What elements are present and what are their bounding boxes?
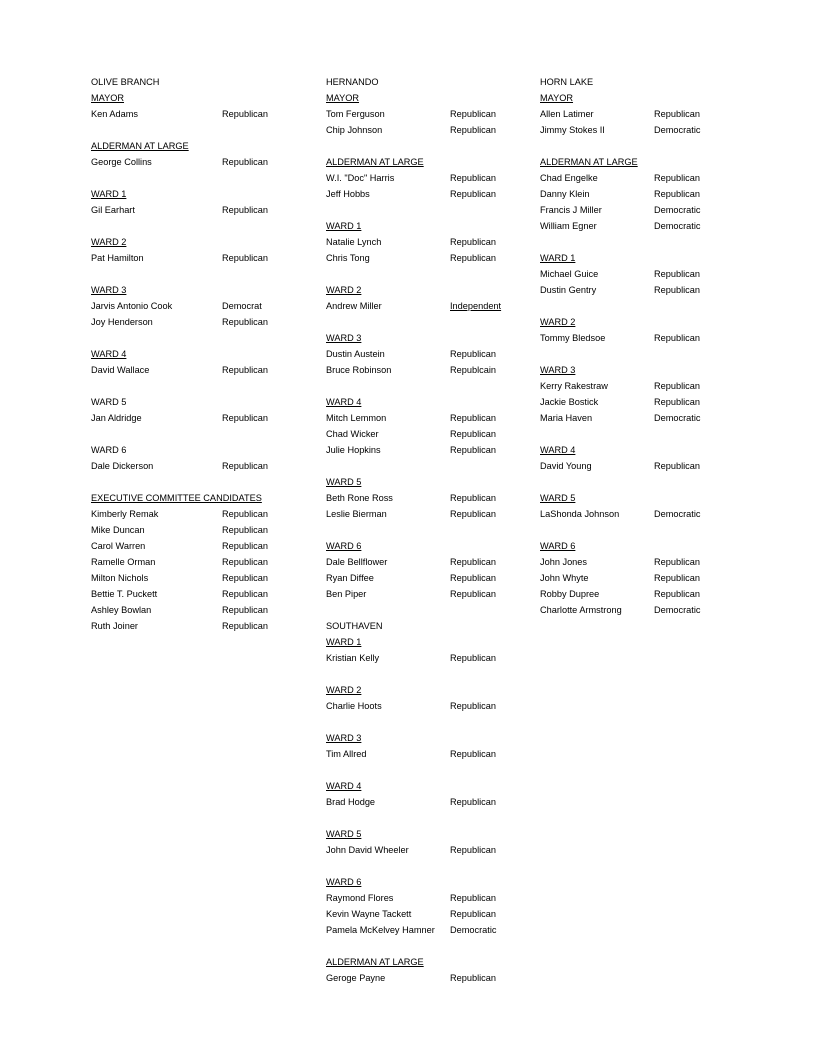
heading-text: WARD 1 <box>326 637 362 647</box>
spacer <box>91 426 262 442</box>
candidate-name: LaShonda Johnson <box>540 509 620 519</box>
candidate-row <box>91 298 262 314</box>
candidate-party: Republican <box>654 189 700 199</box>
candidate-name: Jackie Bostick <box>540 397 599 407</box>
heading-text: WARD 1 <box>540 253 576 263</box>
heading-text: MAYOR <box>326 93 360 103</box>
spacer <box>326 858 435 874</box>
candidate-name: Ryan Diffee <box>326 573 374 583</box>
section-heading <box>91 138 262 154</box>
heading-text: WARD 2 <box>91 237 127 247</box>
spacer <box>326 714 435 730</box>
column-horn-lake <box>540 74 701 618</box>
candidate-party: Republican <box>450 845 496 855</box>
candidate-name: Mike Duncan <box>91 525 145 535</box>
candidate-row <box>91 362 268 378</box>
candidate-row <box>91 554 268 570</box>
heading-text: WARD 5 <box>326 829 362 839</box>
candidate-row <box>540 106 700 122</box>
candidate-name: Dale Bellflower <box>326 557 388 567</box>
candidate-party: Republican <box>450 253 496 263</box>
candidate-name: George Collins <box>91 157 152 167</box>
candidate-party: Democratic <box>654 605 701 615</box>
candidate-name: Geroge Payne <box>326 973 386 983</box>
candidate-name: Pamela McKelvey Hamner <box>326 925 435 935</box>
spacer <box>91 330 262 346</box>
section-heading <box>91 186 262 202</box>
candidate-party: Democratic <box>654 125 701 135</box>
candidate-row <box>540 218 701 234</box>
candidate-name: Ruth Joiner <box>91 621 138 631</box>
candidate-row <box>326 970 496 986</box>
section-heading <box>91 394 262 410</box>
candidate-row <box>540 170 700 186</box>
section-heading <box>540 314 638 330</box>
candidate-name: Michael Guice <box>540 269 599 279</box>
candidate-party: Republican <box>654 381 700 391</box>
section-heading <box>540 362 638 378</box>
candidate-row <box>326 106 496 122</box>
candidate-row <box>326 410 496 426</box>
candidate-row <box>326 122 496 138</box>
heading-text: WARD 5 <box>540 493 576 503</box>
candidate-row <box>91 314 268 330</box>
candidate-party: Republican <box>450 589 496 599</box>
candidate-row <box>91 570 268 586</box>
candidate-row <box>540 186 700 202</box>
spacer <box>326 314 435 330</box>
section-heading <box>326 730 435 746</box>
spacer <box>540 474 638 490</box>
section-heading <box>326 282 435 298</box>
candidate-party: Republican <box>654 573 700 583</box>
section-heading <box>91 442 262 458</box>
section-heading <box>326 218 435 234</box>
candidate-party: Republican <box>222 541 268 551</box>
heading-text: WARD 3 <box>326 333 362 343</box>
candidate-row <box>326 234 496 250</box>
candidate-row <box>540 266 700 282</box>
candidate-row <box>326 794 496 810</box>
candidate-row <box>91 410 268 426</box>
candidate-name: Andrew Miller <box>326 301 382 311</box>
candidate-name: Chip Johnson <box>326 125 383 135</box>
candidate-party: Republican <box>222 109 268 119</box>
candidate-row <box>326 890 496 906</box>
candidate-name: Kristian Kelly <box>326 653 380 663</box>
section-heading <box>326 90 435 106</box>
candidate-row <box>326 346 496 362</box>
section-heading <box>91 346 262 362</box>
candidate-name: Jimmy Stokes II <box>540 125 605 135</box>
candidate-row <box>91 522 268 538</box>
candidate-party: Republican <box>450 653 496 663</box>
candidate-name: Mitch Lemmon <box>326 413 387 423</box>
heading-text: WARD 2 <box>326 285 362 295</box>
section-heading <box>326 330 435 346</box>
heading-text: WARD 6 <box>326 541 362 551</box>
candidate-party: Republican <box>222 525 268 535</box>
candidate-party: Republican <box>450 445 496 455</box>
candidate-name: Pat Hamilton <box>91 253 144 263</box>
spacer <box>91 170 262 186</box>
candidate-party: Republican <box>450 109 496 119</box>
heading-text: WARD 2 <box>540 317 576 327</box>
candidate-party: Republican <box>222 253 268 263</box>
candidate-row <box>326 426 496 442</box>
candidate-name: Tim Allred <box>326 749 367 759</box>
candidate-row <box>326 298 502 314</box>
section-heading <box>326 778 435 794</box>
candidate-party: Republican <box>222 605 268 615</box>
candidate-party: Republican <box>654 461 700 471</box>
section-heading <box>326 538 435 554</box>
candidate-name: Jeff Hobbs <box>326 189 370 199</box>
section-heading <box>540 538 638 554</box>
spacer <box>326 762 435 778</box>
section-heading <box>91 90 262 106</box>
candidate-name: Brad Hodge <box>326 797 376 807</box>
spacer <box>91 218 262 234</box>
spacer <box>540 138 638 154</box>
candidate-party: Republican <box>654 285 700 295</box>
candidate-name: Joy Henderson <box>91 317 153 327</box>
heading-text: MAYOR <box>91 93 125 103</box>
candidate-name: Dustin Austein <box>326 349 385 359</box>
candidate-name: Ramelle Orman <box>91 557 156 567</box>
candidate-party: Republican <box>654 173 700 183</box>
candidate-party: Republican <box>450 797 496 807</box>
candidate-party: Democratic <box>654 205 701 215</box>
heading-text: OLIVE BRANCH <box>91 77 160 87</box>
candidate-name: Chris Tong <box>326 253 370 263</box>
section-heading <box>540 250 638 266</box>
candidate-name: Bruce Robinson <box>326 365 392 375</box>
candidate-row <box>326 554 496 570</box>
spacer <box>326 602 435 618</box>
candidate-row <box>540 458 700 474</box>
candidate-row <box>540 378 700 394</box>
candidate-row <box>326 650 496 666</box>
candidate-party: Republican <box>222 621 268 631</box>
heading-text: MAYOR <box>540 93 574 103</box>
candidate-row <box>540 570 700 586</box>
heading-text: WARD 4 <box>540 445 576 455</box>
candidate-party: Republican <box>222 205 268 215</box>
candidate-name: David Wallace <box>91 365 150 375</box>
spacer <box>540 234 638 250</box>
section-heading <box>540 490 638 506</box>
spacer <box>326 266 435 282</box>
candidate-name: Ashley Bowlan <box>91 605 152 615</box>
candidate-name: Jan Aldridge <box>91 413 142 423</box>
heading-text: ALDERMAN AT LARGE <box>91 141 189 151</box>
candidate-name: Leslie Bierman <box>326 509 387 519</box>
spacer <box>91 266 262 282</box>
section-heading <box>540 154 638 170</box>
candidate-party: Republican <box>222 317 268 327</box>
candidate-row <box>91 586 268 602</box>
candidate-party: Republican <box>654 333 700 343</box>
candidate-name: Robby Dupree <box>540 589 600 599</box>
section-heading <box>91 74 262 90</box>
candidate-name: William Egner <box>540 221 597 231</box>
candidate-party: Republican <box>450 237 496 247</box>
heading-text: EXECUTIVE COMMITTEE CANDIDATES <box>91 493 262 503</box>
candidate-party: Republican <box>450 909 496 919</box>
section-heading <box>91 490 262 506</box>
candidate-party: Republican <box>654 269 700 279</box>
candidate-name: Allen Latimer <box>540 109 594 119</box>
candidate-party: Republican <box>450 413 496 423</box>
heading-text: WARD 3 <box>326 733 362 743</box>
spacer <box>540 522 638 538</box>
candidate-party: Republican <box>222 365 268 375</box>
candidate-party: Republcain <box>450 365 496 375</box>
candidate-row <box>540 282 700 298</box>
candidate-name: John Jones <box>540 557 587 567</box>
candidate-name: W.I. "Doc" Harris <box>326 173 395 183</box>
heading-text: WARD 1 <box>91 189 127 199</box>
heading-text: ALDERMAN AT LARGE <box>540 157 638 167</box>
spacer <box>91 474 262 490</box>
candidate-party: Republican <box>654 109 700 119</box>
heading-text: ALDERMAN AT LARGE <box>326 157 424 167</box>
candidate-row <box>326 586 496 602</box>
candidate-row <box>326 490 496 506</box>
heading-text: WARD 2 <box>326 685 362 695</box>
candidate-name: Ken Adams <box>91 109 138 119</box>
candidate-row <box>540 202 701 218</box>
heading-text: WARD 4 <box>91 349 127 359</box>
candidate-name: Danny Klein <box>540 189 590 199</box>
candidate-row <box>326 170 496 186</box>
candidate-party: Republican <box>222 413 268 423</box>
spacer <box>540 298 638 314</box>
section-heading <box>91 282 262 298</box>
heading-text: WARD 1 <box>326 221 362 231</box>
candidate-party: Republican <box>654 557 700 567</box>
spacer <box>91 378 262 394</box>
column-olive-branch <box>91 74 268 634</box>
candidate-name: John Whyte <box>540 573 589 583</box>
candidate-row <box>540 330 700 346</box>
candidate-name: Julie Hopkins <box>326 445 381 455</box>
candidate-row <box>540 586 700 602</box>
heading-text: WARD 6 <box>91 445 127 455</box>
section-heading <box>540 90 638 106</box>
section-heading <box>326 954 435 970</box>
candidate-party: Republican <box>222 157 268 167</box>
spacer <box>326 522 435 538</box>
candidate-name: Charlie Hoots <box>326 701 382 711</box>
candidate-row <box>91 154 268 170</box>
candidate-name: David Young <box>540 461 592 471</box>
candidate-party: Republican <box>222 573 268 583</box>
candidate-row <box>326 442 496 458</box>
heading-text: SOUTHAVEN <box>326 621 383 631</box>
section-heading <box>326 74 435 90</box>
section-heading <box>540 442 638 458</box>
section-heading <box>326 682 435 698</box>
candidate-name: Tom Ferguson <box>326 109 385 119</box>
candidate-row <box>326 506 496 522</box>
candidate-name: John David Wheeler <box>326 845 409 855</box>
heading-text: WARD 3 <box>91 285 127 295</box>
candidate-name: Francis J Miller <box>540 205 602 215</box>
candidate-row <box>91 602 268 618</box>
candidate-row <box>91 538 268 554</box>
candidate-row <box>326 698 496 714</box>
section-heading <box>326 154 435 170</box>
candidate-name: Raymond Flores <box>326 893 394 903</box>
heading-text: WARD 4 <box>326 781 362 791</box>
candidate-name: Chad Wicker <box>326 429 379 439</box>
candidate-party: Independent <box>450 301 502 311</box>
candidate-row <box>540 122 701 138</box>
section-heading <box>540 74 638 90</box>
column-hernando-southaven <box>326 74 502 986</box>
section-heading <box>326 394 435 410</box>
candidate-party: Republican <box>654 589 700 599</box>
candidate-row <box>91 202 268 218</box>
candidate-row <box>326 186 496 202</box>
spacer <box>540 426 638 442</box>
section-heading <box>91 234 262 250</box>
candidate-name: Tommy Bledsoe <box>540 333 606 343</box>
candidate-party: Republican <box>450 493 496 503</box>
candidate-party: Republican <box>450 749 496 759</box>
candidate-party: Republican <box>450 573 496 583</box>
spacer <box>326 938 435 954</box>
section-heading <box>326 474 435 490</box>
spacer <box>326 202 435 218</box>
candidate-row <box>326 570 496 586</box>
candidate-name: Jarvis Antonio Cook <box>91 301 173 311</box>
candidate-name: Ben Piper <box>326 589 367 599</box>
candidate-name: Charlotte Armstrong <box>540 605 622 615</box>
candidate-name: Milton Nichols <box>91 573 149 583</box>
candidate-party: Republican <box>654 397 700 407</box>
spacer <box>326 666 435 682</box>
candidate-party: Democratic <box>654 413 701 423</box>
candidate-party: Republican <box>450 429 496 439</box>
spacer <box>91 122 262 138</box>
candidate-row <box>540 506 701 522</box>
candidate-name: Natalie Lynch <box>326 237 382 247</box>
candidate-party: Republican <box>222 509 268 519</box>
candidate-row <box>540 394 700 410</box>
section-heading <box>326 874 435 890</box>
candidate-party: Democratic <box>450 925 497 935</box>
candidate-row <box>540 554 700 570</box>
candidate-party: Republican <box>222 589 268 599</box>
candidate-name: Kerry Rakestraw <box>540 381 608 391</box>
candidate-row <box>91 250 268 266</box>
candidate-name: Dustin Gentry <box>540 285 597 295</box>
heading-text: WARD 6 <box>540 541 576 551</box>
candidate-party: Republican <box>450 173 496 183</box>
candidate-row <box>326 250 496 266</box>
candidate-row <box>91 458 268 474</box>
candidate-row <box>540 602 701 618</box>
heading-text: WARD 3 <box>540 365 576 375</box>
candidate-row <box>540 410 701 426</box>
candidate-name: Kevin Wayne Tackett <box>326 909 412 919</box>
section-heading <box>326 618 435 634</box>
candidate-party: Republican <box>450 349 496 359</box>
spacer <box>326 138 435 154</box>
candidate-party: Republican <box>450 973 496 983</box>
candidate-party: Democratic <box>654 221 701 231</box>
candidate-row <box>91 618 268 634</box>
candidate-name: Beth Rone Ross <box>326 493 393 503</box>
candidate-party: Republican <box>222 557 268 567</box>
candidate-party: Republican <box>450 189 496 199</box>
candidate-row <box>91 106 268 122</box>
heading-text: HORN LAKE <box>540 77 594 87</box>
heading-text: WARD 5 <box>326 477 362 487</box>
candidate-name: Chad Engelke <box>540 173 598 183</box>
heading-text: WARD 4 <box>326 397 362 407</box>
section-heading <box>326 634 435 650</box>
candidate-party: Republican <box>450 509 496 519</box>
spacer <box>326 378 435 394</box>
candidate-name: Bettie T. Puckett <box>91 589 158 599</box>
candidate-row <box>326 362 496 378</box>
candidate-row <box>91 506 268 522</box>
heading-text: WARD 6 <box>326 877 362 887</box>
candidate-row <box>326 746 496 762</box>
candidate-party: Democrat <box>222 301 262 311</box>
spacer <box>326 810 435 826</box>
candidate-name: Maria Haven <box>540 413 593 423</box>
heading-text: ALDERMAN AT LARGE <box>326 957 424 967</box>
candidate-row <box>326 922 497 938</box>
candidate-party: Republican <box>222 461 268 471</box>
spacer <box>326 458 435 474</box>
candidate-name: Kimberly Remak <box>91 509 159 519</box>
section-heading <box>326 826 435 842</box>
candidate-name: Carol Warren <box>91 541 146 551</box>
heading-text: HERNANDO <box>326 77 379 87</box>
candidate-name: Gil Earhart <box>91 205 135 215</box>
candidate-party: Republican <box>450 125 496 135</box>
candidate-name: Dale Dickerson <box>91 461 154 471</box>
heading-text: WARD 5 <box>91 397 127 407</box>
candidate-party: Republican <box>450 701 496 711</box>
candidate-row <box>326 906 496 922</box>
spacer <box>540 346 638 362</box>
candidate-row <box>326 842 496 858</box>
candidate-party: Republican <box>450 557 496 567</box>
candidate-party: Republican <box>450 893 496 903</box>
candidate-party: Democratic <box>654 509 701 519</box>
